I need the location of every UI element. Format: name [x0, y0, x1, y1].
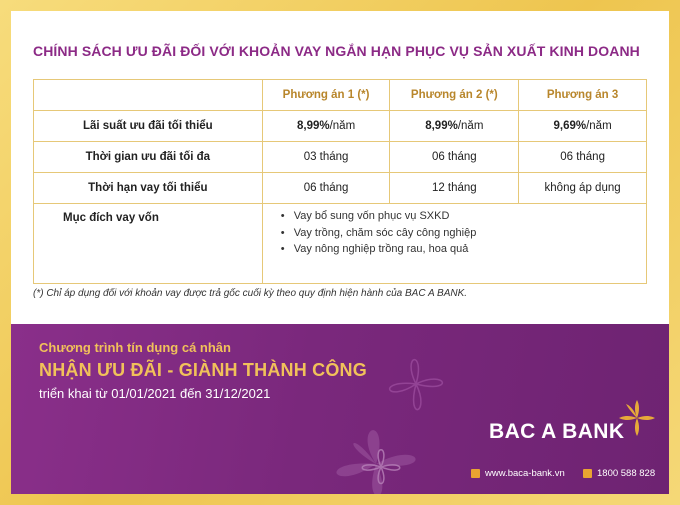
policy-title: CHÍNH SÁCH ƯU ĐÃI ĐỐI VỚI KHOẢN VAY NGẮN HẠN PHỤC VỤ SẢN XUẤT KINH DOANH: [33, 43, 640, 59]
table-cell: 03 tháng: [262, 142, 390, 173]
policy-table: [33, 79, 647, 284]
rate-unit: /năm: [329, 120, 356, 132]
program-label: Chương trình tín dụng cá nhân: [39, 340, 231, 355]
brand-logo-text: BAC A BANK: [489, 420, 625, 443]
list-item: • Vay nông nghiệp trồng rau, hoa quả: [281, 243, 646, 255]
table-cell: 06 tháng: [262, 173, 390, 204]
table-cell: 06 tháng: [519, 142, 647, 173]
list-item: • Vay trồng, chăm sóc cây công nghiệp: [281, 227, 646, 239]
header-option-2: Phương án 2 (*): [390, 80, 519, 111]
table-row: [34, 173, 647, 204]
table-cell: 12 tháng: [390, 173, 519, 204]
purpose-cell: [262, 204, 646, 284]
rate-value: 9,69%: [553, 120, 587, 132]
flower-decoration-icon: [351, 439, 411, 494]
list-item: • Vay bổ sung vốn phục vụ SXKD: [281, 210, 646, 222]
slogan: NHẬN ƯU ĐÃI - GIÀNH THÀNH CÔNG: [39, 360, 367, 380]
promo-banner: [11, 324, 669, 494]
purpose-list: [263, 204, 646, 255]
row-label-purpose: Mục đích vay vốn: [34, 204, 263, 284]
table-cell: không áp dụng: [519, 173, 647, 204]
header-empty-cell: [34, 80, 263, 111]
program-period: triển khai từ 01/01/2021 đến 31/12/2021: [39, 386, 271, 401]
table-cell: 06 tháng: [390, 142, 519, 173]
row-label-incentive-period: Thời gian ưu đãi tối đa: [34, 142, 263, 173]
row-label-loan-term: Thời hạn vay tối thiểu: [34, 173, 263, 204]
phone-icon: [583, 469, 592, 478]
flower-decoration-icon: [371, 344, 461, 424]
rate-unit: /năm: [457, 120, 484, 132]
table-row: [34, 111, 647, 142]
website-link[interactable]: [471, 468, 565, 479]
rate-value: 8,99%: [296, 120, 330, 132]
globe-icon: [471, 469, 480, 478]
interest-option-1: [262, 111, 390, 142]
rate-unit: /năm: [586, 120, 612, 132]
table-row-purpose: [34, 204, 647, 284]
website-text: www.baca-bank.vn: [485, 468, 565, 479]
interest-option-3: [519, 111, 647, 142]
header-option-3: Phương án 3: [519, 80, 647, 111]
footnote: (*) Chỉ áp dụng đối với khoản vay được trả gốc cuối kỳ theo quy định hiện hành của BAC A BANK.: [33, 288, 468, 299]
hotline[interactable]: [583, 468, 655, 479]
table-row: [34, 142, 647, 173]
interest-option-2: [390, 111, 519, 142]
hotline-text: 1800 588 828: [597, 468, 656, 479]
rate-value: 8,99%: [425, 120, 458, 132]
table-header-row: [34, 80, 647, 111]
header-option-1: Phương án 1 (*): [262, 80, 390, 111]
row-label-interest: Lãi suất ưu đãi tối thiểu: [34, 111, 263, 142]
